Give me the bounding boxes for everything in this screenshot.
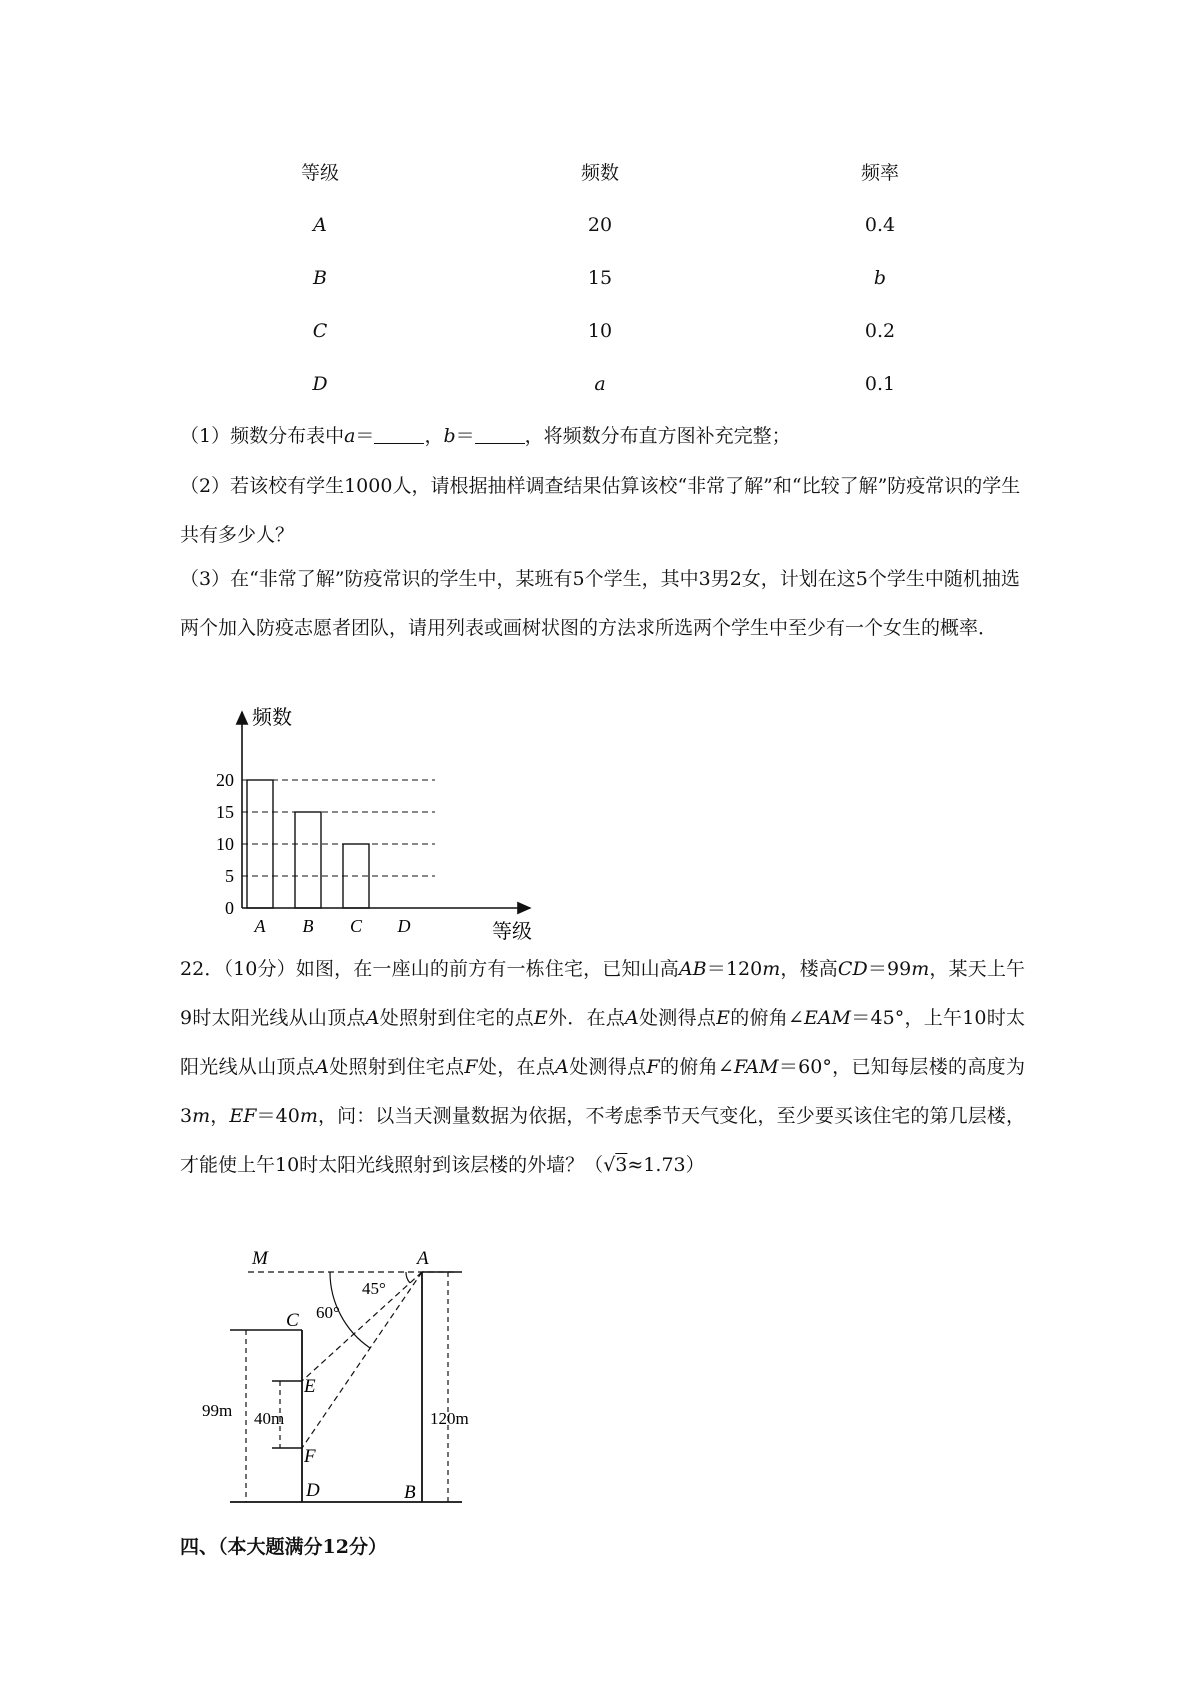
height-99m-label: 99m [202,1401,233,1420]
label-B: B [404,1482,416,1503]
table-row [180,304,1020,357]
bar-B [295,812,321,908]
cell-rate: 0.2 [864,319,896,342]
y-tick-label: 20 [216,770,234,790]
table-row [180,251,1020,304]
x-tick-label: B [302,916,314,936]
frequency-table [180,145,1020,410]
q22-frag: FAM [733,1056,779,1078]
q22-frag: 处测得点 [638,1007,717,1029]
q22-frag: ，楼高 [780,958,838,980]
cell-grade: C [312,319,328,342]
cell-rate: 0.1 [864,372,896,395]
q22-frag: CD [837,958,868,980]
q22-frag: EF [229,1105,257,1127]
cell-frequency: 20 [587,213,613,236]
cell-frequency: a [594,372,606,395]
comma: ， [424,425,444,447]
answer-blank-a[interactable] [374,423,424,444]
label-D: D [306,1480,320,1501]
x-tick-label: D [397,916,411,936]
label-M: M [252,1248,268,1269]
height-120m-label: 120m [430,1409,469,1428]
cell-rate: 0.4 [864,213,896,236]
var-a: a [344,425,356,447]
q21-part1 [180,412,1025,461]
label-F: F [304,1446,316,1467]
q22-frag: ＝60°，已知每层楼的高度为3 [180,1056,1025,1127]
q21-part1-tail: ，将频数分布直方图补充完整； [524,425,791,447]
q22-frag: F [646,1056,660,1078]
equals-sign: ＝ [455,425,475,447]
q22-frag: A [625,1007,639,1029]
answer-blank-b[interactable] [475,423,525,444]
cell-frequency: 10 [587,319,613,342]
y-tick-label: 0 [225,898,234,918]
angle-45-label: 45° [362,1279,386,1298]
cell-rate: b [873,266,887,289]
q22-frag: m [911,958,930,980]
label-C: C [286,1310,299,1331]
sqrt-sign: √ [603,1154,616,1176]
x-tick-label: A [254,916,266,936]
q22-frag: ＝120 [706,958,763,980]
section-heading: 四、（本大题满分12分） [180,1536,387,1558]
frequency-histogram [200,700,540,945]
q22-frag: A [315,1056,329,1078]
equals-sign: ＝ [355,425,375,447]
q22-frag: E [716,1007,730,1029]
q21-part3: （3）在“非常了解”防疫常识的学生中，某班有5个学生，其中3男2女，计划在这5个学生中随机抽选两个加入防疫志愿者团队，请用列表或画树状图的方法求所选两个学生中至少有一个女生的概率． [180,568,1020,639]
cell-grade: D [312,372,328,395]
x-axis-label: 等级 [492,921,532,943]
q22-frag: ＝99 [867,958,912,980]
angle-45-arc [406,1272,410,1283]
bar-A [247,780,273,908]
var-b: b [443,425,456,447]
q22-frag: A [555,1056,569,1078]
table-row [180,198,1020,251]
ray-AF [302,1272,422,1448]
q22-frag: 处测得点 [568,1056,647,1078]
q22-frag: 处照射到住宅的点 [379,1007,534,1029]
header-frequency: 频数 [580,162,619,184]
q22-frag: ＝45°，上午10时太阳光线从山顶点 [180,1007,1025,1078]
sqrt-radicand: 3 [615,1154,628,1176]
q22-frag: ，问：以当天测量数据为依据，不考虑季节天气变化，至少要买该住宅的第几层楼，才能使上午10时太阳光线照射到该层楼的外墙？（ [180,1105,1025,1176]
y-tick-label: 10 [216,834,234,854]
cell-grade: B [313,266,327,289]
q22-frag: m [299,1105,318,1127]
q22-frag: F [464,1056,478,1078]
q22-frag: ＝40 [256,1105,300,1127]
q22-frag: 的俯角∠ [729,1007,804,1029]
q21-part2: （2）若该校有学生1000人，请根据抽样调查结果估算该校“非常了解”和“比较了解”防疫常识的学生共有多少人？ [180,475,1021,546]
q22-frag: m [192,1105,211,1127]
q22-frag: 22．（10分）如图，在一座山的前方有一栋住宅，已知山高 [180,958,679,980]
header-rate: 频率 [860,162,899,184]
y-tick-label: 15 [216,802,234,822]
q22-frag: m [762,958,781,980]
header-grade: 等级 [300,162,339,184]
q22-frag: E [533,1007,548,1029]
label-A: A [417,1248,429,1269]
x-tick-label: C [349,916,363,936]
q22-frag: 处，在点 [477,1056,556,1078]
height-40m-label: 40m [254,1409,285,1428]
cell-grade: A [313,213,327,236]
q22-frag: ，某天上午9时太阳光线从山顶点 [180,958,1026,1029]
q22-frag: 外．在点 [547,1007,626,1029]
q22-frag: 的俯角∠ [659,1056,734,1078]
table-row [180,357,1020,410]
q22-frag: A [365,1007,380,1029]
q22-frag: 处照射到住宅点 [328,1056,465,1078]
y-axis-label: 频数 [252,707,292,729]
y-tick-label: 5 [225,866,234,886]
table-header-row [180,145,1020,198]
q22-frag: ≈1.73） [627,1154,705,1176]
label-E: E [304,1376,316,1397]
q22-frag: AB [678,958,707,980]
q22-frag: EAM [803,1007,852,1029]
angle-60-label: 60° [316,1303,340,1322]
q22-frag: ， [210,1105,230,1127]
geometry-diagram [200,1240,490,1520]
cell-frequency: 15 [587,266,613,289]
q22-text [180,945,1025,1190]
q21-part1-text: （1）频数分布表中 [180,425,345,447]
